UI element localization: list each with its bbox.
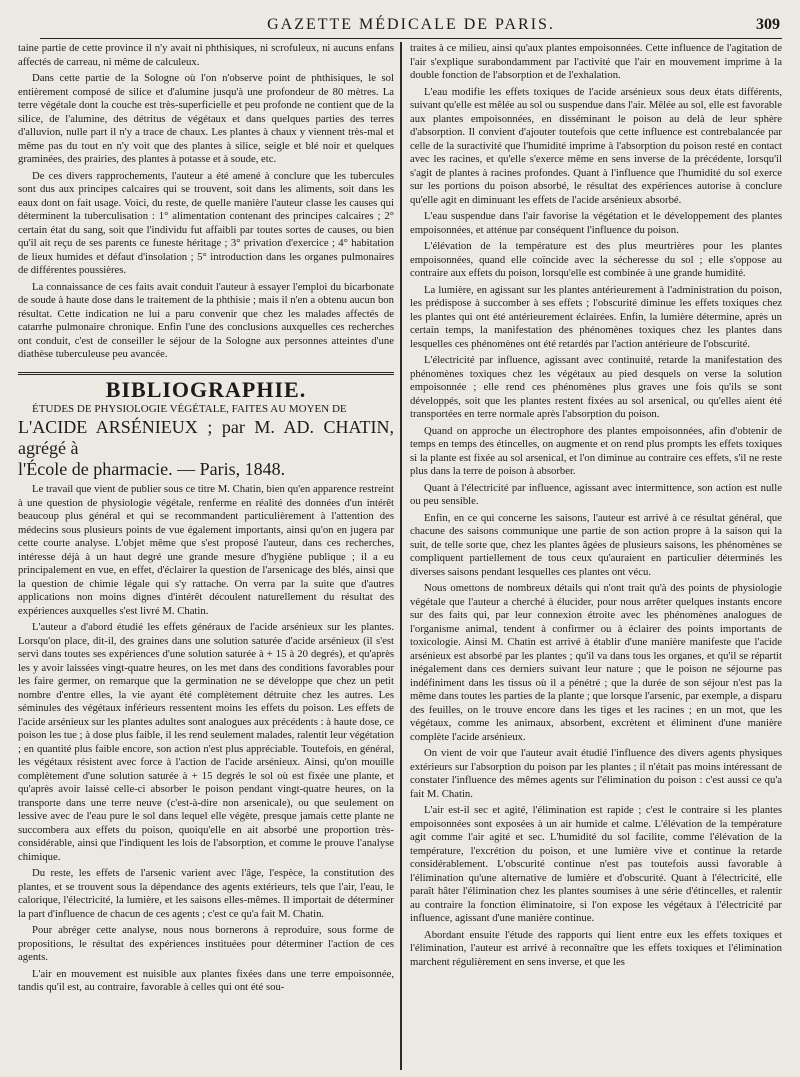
paragraph: Pour abréger cette analyse, nous nous bornerons à reproduire, sous forme de propositions, le résultat des expériences instituées pour déterminer l'action de ces agents. bbox=[18, 924, 394, 963]
column-divider bbox=[400, 42, 402, 1070]
journal-title: GAZETTE MÉDICALE DE PARIS. bbox=[267, 16, 555, 33]
book-title-line-2: L'ACIDE ARSÉNIEUX ; par M. AD. CHATIN, agrégé à bbox=[18, 417, 394, 458]
paragraph: Du reste, les effets de l'arsenic varient avec l'âge, l'espèce, la constitution des plantes, et se trouvent sous la dépendance des agents extérieurs, tels que l'air, l'eau, le calorique, l'électricité, la lumière, et les saisons elles-mêmes. Il importait de déterminer la part d'influence de chacun de ces agents ; c'est ce qu'a fait M. Chatin. bbox=[18, 867, 394, 920]
book-title-line-1: ÉTUDES DE PHYSIOLOGIE VÉGÉTALE, FAITES AU MOYEN DE bbox=[32, 403, 347, 415]
paragraph: L'auteur a d'abord étudié les effets généraux de l'acide arsénieux sur les plantes. Lorsqu'on place, dit-il, des graines dans une solution saturée d'acide arsénieux (il s'est servi dans toutes ses expériences d'une solution saturée à + 15 à 20 degrés), et qu'après les y avoir laissées vingt-quatre heures, on les met dans des conditions favorables pour les faire germer, on remarque que la germination ne se développe que chez un petit nombre d'entre elles, la vie ayant été complètement détruite chez les autres. Les séminules des végétaux inférieurs ressentent moins les effets du poison. Les effets de l'acide arsénieux sur les plantes adultes sont analogues aux précédents : à haute dose, ce poison les tue ; à dose plus faible, il les rend seulement malades, ralentit leur végétation ; en quantité plus faible encore, son action n'est plus appréciable. Toutefois, en général, les végétaux résistent avec force à l'action de l'acide arsénieux. Ainsi, qu'on mouille complètement d'une solution saturée à + 15 degrés le sol où est fixée une plante, et qu'après avoir laissé celle-ci absorber le poison pendant vingt-quatre heures, on la transporte dans une terre neuve (c'est-à-dire non arsenicale), ou que seulement on lessive avec de l'eau pure le sol dans lequel elle végète, presque jamais cette plante ne succombera aux effets du poison, quoiqu'elle en ait absorbé une proportion très-considérable, ainsi que l'indiquent les lois de l'absorption, et comme le prouve l'analyse chimique. bbox=[18, 621, 394, 863]
paragraph: L'élévation de la température est des plus meurtrières pour les plantes empoisonnées, quand elle coïncide avec la sécheresse du sol ; elle s'oppose au contraire aux effets du poison, lorsqu'elle est combinée à une grande humidité. bbox=[410, 240, 782, 279]
paragraph: taine partie de cette province il n'y avait ni phthisiques, ni scrofuleux, ni aucuns enfans affectés de carreau, ni même de calculeux. bbox=[18, 42, 394, 68]
page-number: 309 bbox=[756, 16, 780, 33]
paragraph: Quand on approche un électrophore des plantes empoisonnées, afin d'obtenir de temps en temps des étincelles, on augmente et on rend plus prompts les effets toxiques si la plante est fixée au sol arsenical, et l'on diminue au contraire ces effets, s'il ne reste plus dans la terre de poison à absorber. bbox=[410, 424, 782, 477]
paragraph: Nous omettons de nombreux détails qui n'ont trait qu'à des points de physiologie végétale que l'auteur a cherché à élucider, pour nous arrêter quelques instants encore sur des faits qui, par leur connexion étroite avec les phénomènes analogues de l'organisme animal, tendent à confirmer ou à éclairer des points importants de toxicologie. Ainsi M. Chatin est arrivé à établir d'une manière manifeste que l'acide arsénieux est absorbé par les plantes ; qu'il va dans tous les organes, et qu'il se répartit inégalement dans ces derniers suivant leur nature ; que le poison ne séjourne pas indéfiniment dans les tissus où il a pénétré ; que la durée de son séjour n'est pas la même dans toutes les parties de la plante ; que lorsque l'arsenic, par exemple, a disparu des feuilles, on le trouve encore dans les tiges et les racines ; en un mot, que les végétaux, comme les animaux, absorbent, excrètent et éliminent d'une manière complète l'acide arsénieux. bbox=[410, 582, 782, 743]
paragraph: Dans cette partie de la Sologne où l'on n'observe point de phthisiques, le sol entièrement composé de silice et d'alumine jusqu'à une profondeur de 80 mètres. La terre végétale dont la couche est très-superficielle et peu profonde ne contient que de la silice, de l'alumine, des détritus de végétaux et dans quelques parties des terres d'alluvion, nulle part il n'y a trace de chaux. Les plantes à chaux y viennent très-mal et même pas du tout en n'y voit que des plantes à silice, seigle et blé noir et quelques graminées, des prairies, des plantes à potasse et à soude, etc. bbox=[18, 72, 394, 165]
section-divider bbox=[18, 372, 394, 375]
paragraph: De ces divers rapprochements, l'auteur a été amené à conclure que les tubercules sont dus aux principes calcaires qui se trouvent, soit dans les aliments, soit dans les eaux dont on fait usage. Voici, du reste, de quelle manière l'auteur classe les causes qui déterminent la tuberculisation : 1° alimentation contenant des principes calcaires ; 2° certain état du sang, soit que l'individu fut affaibli par toutes sortes de causes, ou bien qu'il ait reçu de ses parents ce funeste héritage ; 3° privation d'exercice ; 4° habitation de lieux humides et défaut d'insolation ; 5° introduction dans les organes pulmonaires de différentes poussières. bbox=[18, 169, 394, 276]
paragraph: La lumière, en agissant sur les plantes antérieurement à l'administration du poison, les prédispose à succomber à ses effets ; l'obscurité diminue les effets toxiques chez les plantes qui ont été antérieurement éclairées. Enfin, la lumière détermine, après un certain temps, la manifestation des phénomènes toxiques chez les plantes dans lesquelles ces phénomènes ont été retardés par l'action antérieure de l'obscurité. bbox=[410, 283, 782, 350]
page-header bbox=[40, 14, 782, 39]
paragraph: L'air en mouvement est nuisible aux plantes fixées dans une terre empoisonnée, tandis qu'il est, au contraire, favorable à celles qui ont été sou- bbox=[18, 967, 394, 993]
book-title-line-3: l'École de pharmacie. — Paris, 1848. bbox=[18, 459, 286, 479]
paragraph: L'eau suspendue dans l'air favorise la végétation et le développement des plantes empoisonnées, et atténue par conséquent l'influence du poison. bbox=[410, 210, 782, 236]
right-column bbox=[410, 42, 782, 1072]
paragraph: La connaissance de ces faits avait conduit l'auteur à essayer l'emploi du bicarbonate de soude à haute dose dans le traitement de la phthisie ; mais il n'en a obtenu aucun bon résultat. Cette indication ne lui a paru convenir que chez les malades affectés de catarrhe pulmonaire chronique. Enfin l'une des conclusions auxquelles ces recherches ont conduit, c'est de conseiller le séjour de la Sologne aux personnes atteintes d'une diathèse tuberculeuse peu avancée. bbox=[18, 280, 394, 360]
paragraph: traites à ce milieu, ainsi qu'aux plantes empoisonnées. Cette influence de l'agitation de l'air s'explique surabondamment par l'activité que l'air en mouvement imprime à la double fonction de l'absorption et de l'exhalation. bbox=[410, 42, 782, 81]
paragraph: Quant à l'électricité par influence, agissant avec intermittence, son action est nulle ou peu sensible. bbox=[410, 481, 782, 507]
left-column bbox=[18, 42, 394, 1072]
paragraph: L'électricité par influence, agissant avec continuité, retarde la manifestation des phénomènes toxiques chez les végétaux au pied desquels on verse la solution empoisonnée ; elle rend ces phénomènes plus graves une fois qu'ils se sont développés, soit que les plantes restent fixées au sol arsenical, ou qu'elles aient été transportées en terre normale après l'absorption du poison. bbox=[410, 354, 782, 420]
paragraph: L'air est-il sec et agité, l'élimination est rapide ; c'est le contraire si les plantes empoisonnées sont exposées à un air humide et calme. L'élévation de la température agit comme l'air agité et sec. L'humidité du sol facilite, comme l'élévation de la température, l'excrétion du poison, et une lumière vive et continue la retarde considérablement. L'obscurité continue n'est pas toutefois aussi favorable à l'élimination qu'une alternative de lumière et d'obscurité. Quant à l'électricité, elle paraît hâter l'élimination chez les plantes soumises à une série d'étincelles, et ralentir au contraire la fonction éliminatoire, si l'on expose les végétaux à l'électricité par influence, agissant d'une manière continue. bbox=[410, 804, 782, 924]
bibliography-heading: BIBLIOGRAPHIE. bbox=[105, 376, 307, 402]
book-title bbox=[18, 402, 394, 480]
paragraph: Enfin, en ce qui concerne les saisons, l'auteur est arrivé à ce résultat général, que chacune des saisons communique une partie de son action propre à la saison qui la suit, de telle sorte que, chez les plantes âgées de plusieurs saisons, les phénomènes se compliquent partiellement de tous ceux qu'auraient en particulier déterminés les diverses saisons pendant lesquelles ces plantes ont vécu. bbox=[410, 511, 782, 578]
paragraph: L'eau modifie les effets toxiques de l'acide arsénieux sous deux états différents, suivant qu'elle est mêlée au sol ou suspendue dans l'air. Mêlée au sol, elle est favorable aux plantes empoisonnées, en disséminant le poison au delà de leur sphère d'absorption. Il convient d'ajouter toutefois que cette influence est contrebalancée par celle de la suractivité que l'humidité imprime à l'absorption du poison resté en contact avec les racines, et qu'elle s'exerce même en sens inverse de la précédente, lorsqu'il s'agit de plantes à racines profondes. Quant à l'influence que l'humidité du sol exerce sur les portions du poison absorbé, le résultat des expériences autorise à conclure qu'elle agit en diminuant les effets de l'acide arsénieux absorbé. bbox=[410, 85, 782, 206]
paragraph: On vient de voir que l'auteur avait étudié l'influence des divers agents physiques extérieurs sur l'absorption du poison par les plantes ; il n'était pas moins intéressant de constater l'influence des mêmes agents sur l'élimination du poison : c'est aussi ce qu'a fait M. Chatin. bbox=[410, 747, 782, 800]
paragraph: Le travail que vient de publier sous ce titre M. Chatin, bien qu'en apparence restreint à une question de physiologie végétale, renferme en réalité des données d'un intérêt beaucoup plus général et qui se recommandent particulièrement à l'attention des médecins sous plusieurs points de vue également importants, ainsi qu'on en jugera par cette courte analyse. L'objet même que s'est proposé l'auteur, dans ces recherches, intéresse déjà à un haut degré une grande mesure d'hygiène publique ; il a eu principalement en vue, en effet, d'éclairer la question de l'arsenicage des blés, ainsi que la question de chimie légale qui s'y rattache. On verra par la suite que d'autres applications non moins dignes d'intérêt découlent naturellement du résultat des expériences auxquelles s'est livré M. Chatin. bbox=[18, 483, 394, 617]
paragraph: Abordant ensuite l'étude des rapports qui lient entre eux les effets toxiques et l'élimination, l'auteur est arrivé à reconnaître que les effets toxiques et l'élimination marchent régulièrement en sens inverse, et que les bbox=[410, 928, 782, 968]
